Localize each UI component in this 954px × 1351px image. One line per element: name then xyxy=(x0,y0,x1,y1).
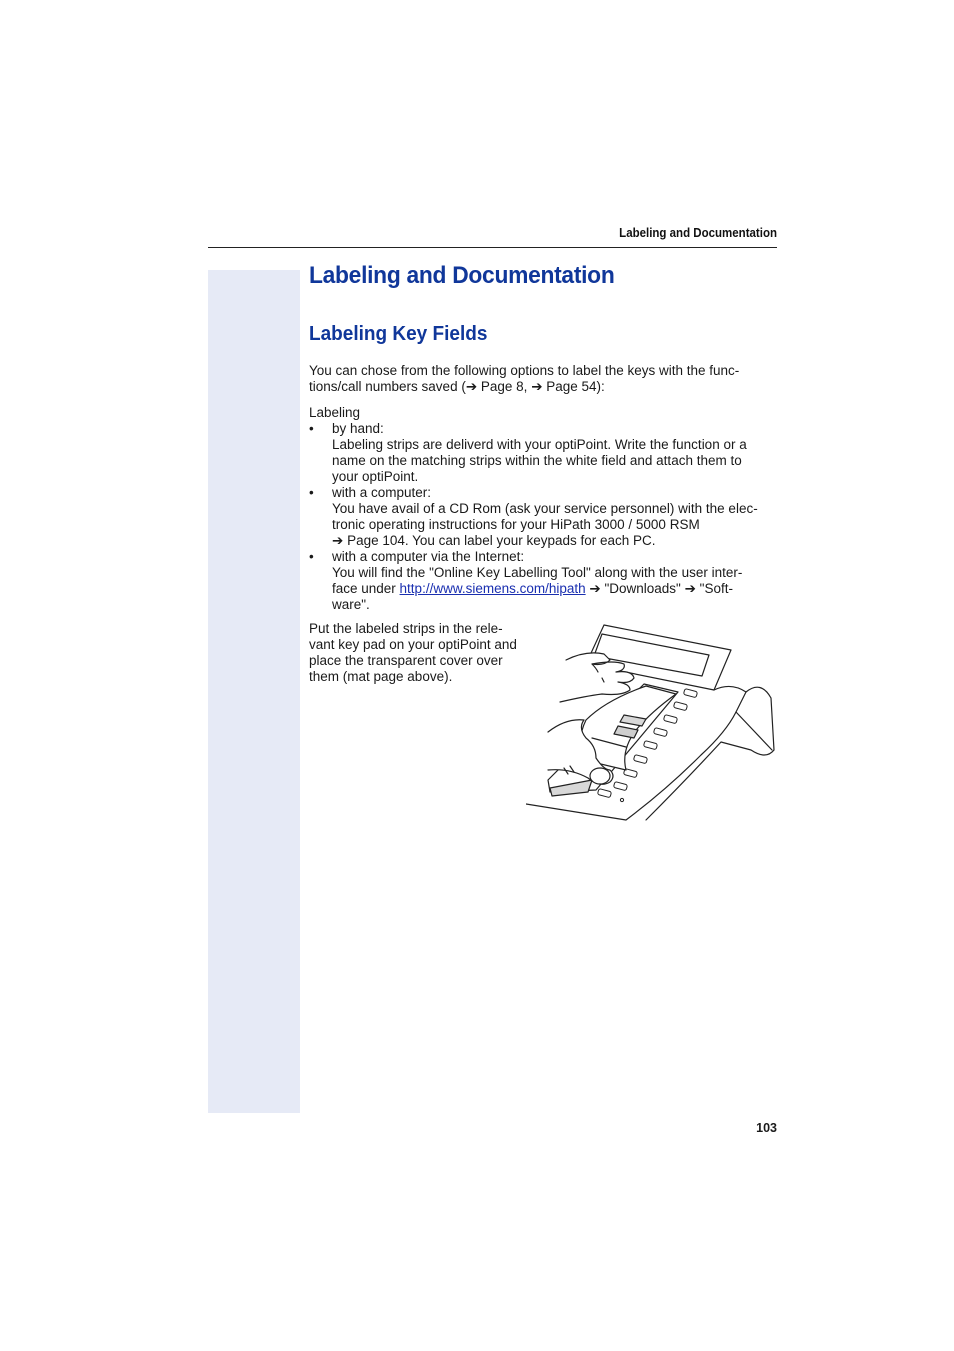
page-title: Labeling and Documentation xyxy=(309,262,615,289)
intro-line-1: You can chose from the following options to label the keys with the func- xyxy=(309,363,740,378)
list-item-title: by hand: xyxy=(332,421,384,436)
list-item-line: Page 104. You can label your keypads for each PC. xyxy=(343,533,656,548)
list-item-line: tronic operating instructions for your HiPath 3000 / 5000 RSM xyxy=(332,517,700,532)
list-item-line: "Downloads" xyxy=(600,581,685,596)
page-number: 103 xyxy=(756,1121,777,1135)
list-item-line: ware". xyxy=(332,597,370,612)
arrow-icon: ➔ xyxy=(465,379,478,394)
caption-line: vant key pad on your optiPoint and xyxy=(309,637,517,652)
siemens-hipath-link[interactable]: http://www.siemens.com/hipath xyxy=(399,581,586,596)
intro-line-2c: Page 54): xyxy=(542,379,605,394)
caption-line: Put the labeled strips in the rele- xyxy=(309,621,503,636)
intro-paragraph xyxy=(309,363,779,395)
arrow-icon: ➔ xyxy=(531,379,543,394)
list-item-line: Labeling strips are deliverd with your optiPoint. Write the function or a xyxy=(332,437,747,452)
list-item-line: You will find the "Online Key Labelling Tool" along with the user inter- xyxy=(332,565,743,580)
list-item-line: "Soft- xyxy=(695,581,733,596)
side-margin-band xyxy=(208,270,300,1113)
bullet-icon: • xyxy=(309,549,314,564)
arrow-icon: ➔ xyxy=(589,581,601,596)
list-item-line: face under xyxy=(332,581,400,596)
phone-labeling-illustration xyxy=(526,620,776,825)
caption-line: place the transparent cover over xyxy=(309,653,503,668)
caption-line: them (mat page above). xyxy=(309,669,453,684)
bullet-icon: • xyxy=(309,421,314,436)
arrow-icon: ➔ xyxy=(684,581,696,596)
arrow-icon: ➔ xyxy=(332,533,344,548)
list-item-title: with a computer via the Internet: xyxy=(332,549,525,564)
section-title: Labeling Key Fields xyxy=(309,323,488,345)
running-header: Labeling and Documentation xyxy=(619,226,777,240)
list-item-via-internet xyxy=(309,549,779,613)
list-item-title: with a computer: xyxy=(332,485,432,500)
list-item-line: You have avail of a CD Rom (ask your service personnel) with the elec- xyxy=(332,501,758,516)
bullet-icon: • xyxy=(309,485,314,500)
list-item-by-hand xyxy=(309,421,779,485)
main-content xyxy=(309,262,779,613)
intro-line-2a: tions/call numbers saved ( xyxy=(309,379,466,394)
figure-caption xyxy=(309,621,524,685)
intro-line-2b: Page 8, xyxy=(477,379,532,394)
list-item-line: your optiPoint. xyxy=(332,469,419,484)
header-rule xyxy=(208,247,777,248)
list-item-line: name on the matching strips within the white field and attach them to xyxy=(332,453,742,468)
list-item-with-computer xyxy=(309,485,779,549)
list-label: Labeling xyxy=(309,405,361,420)
